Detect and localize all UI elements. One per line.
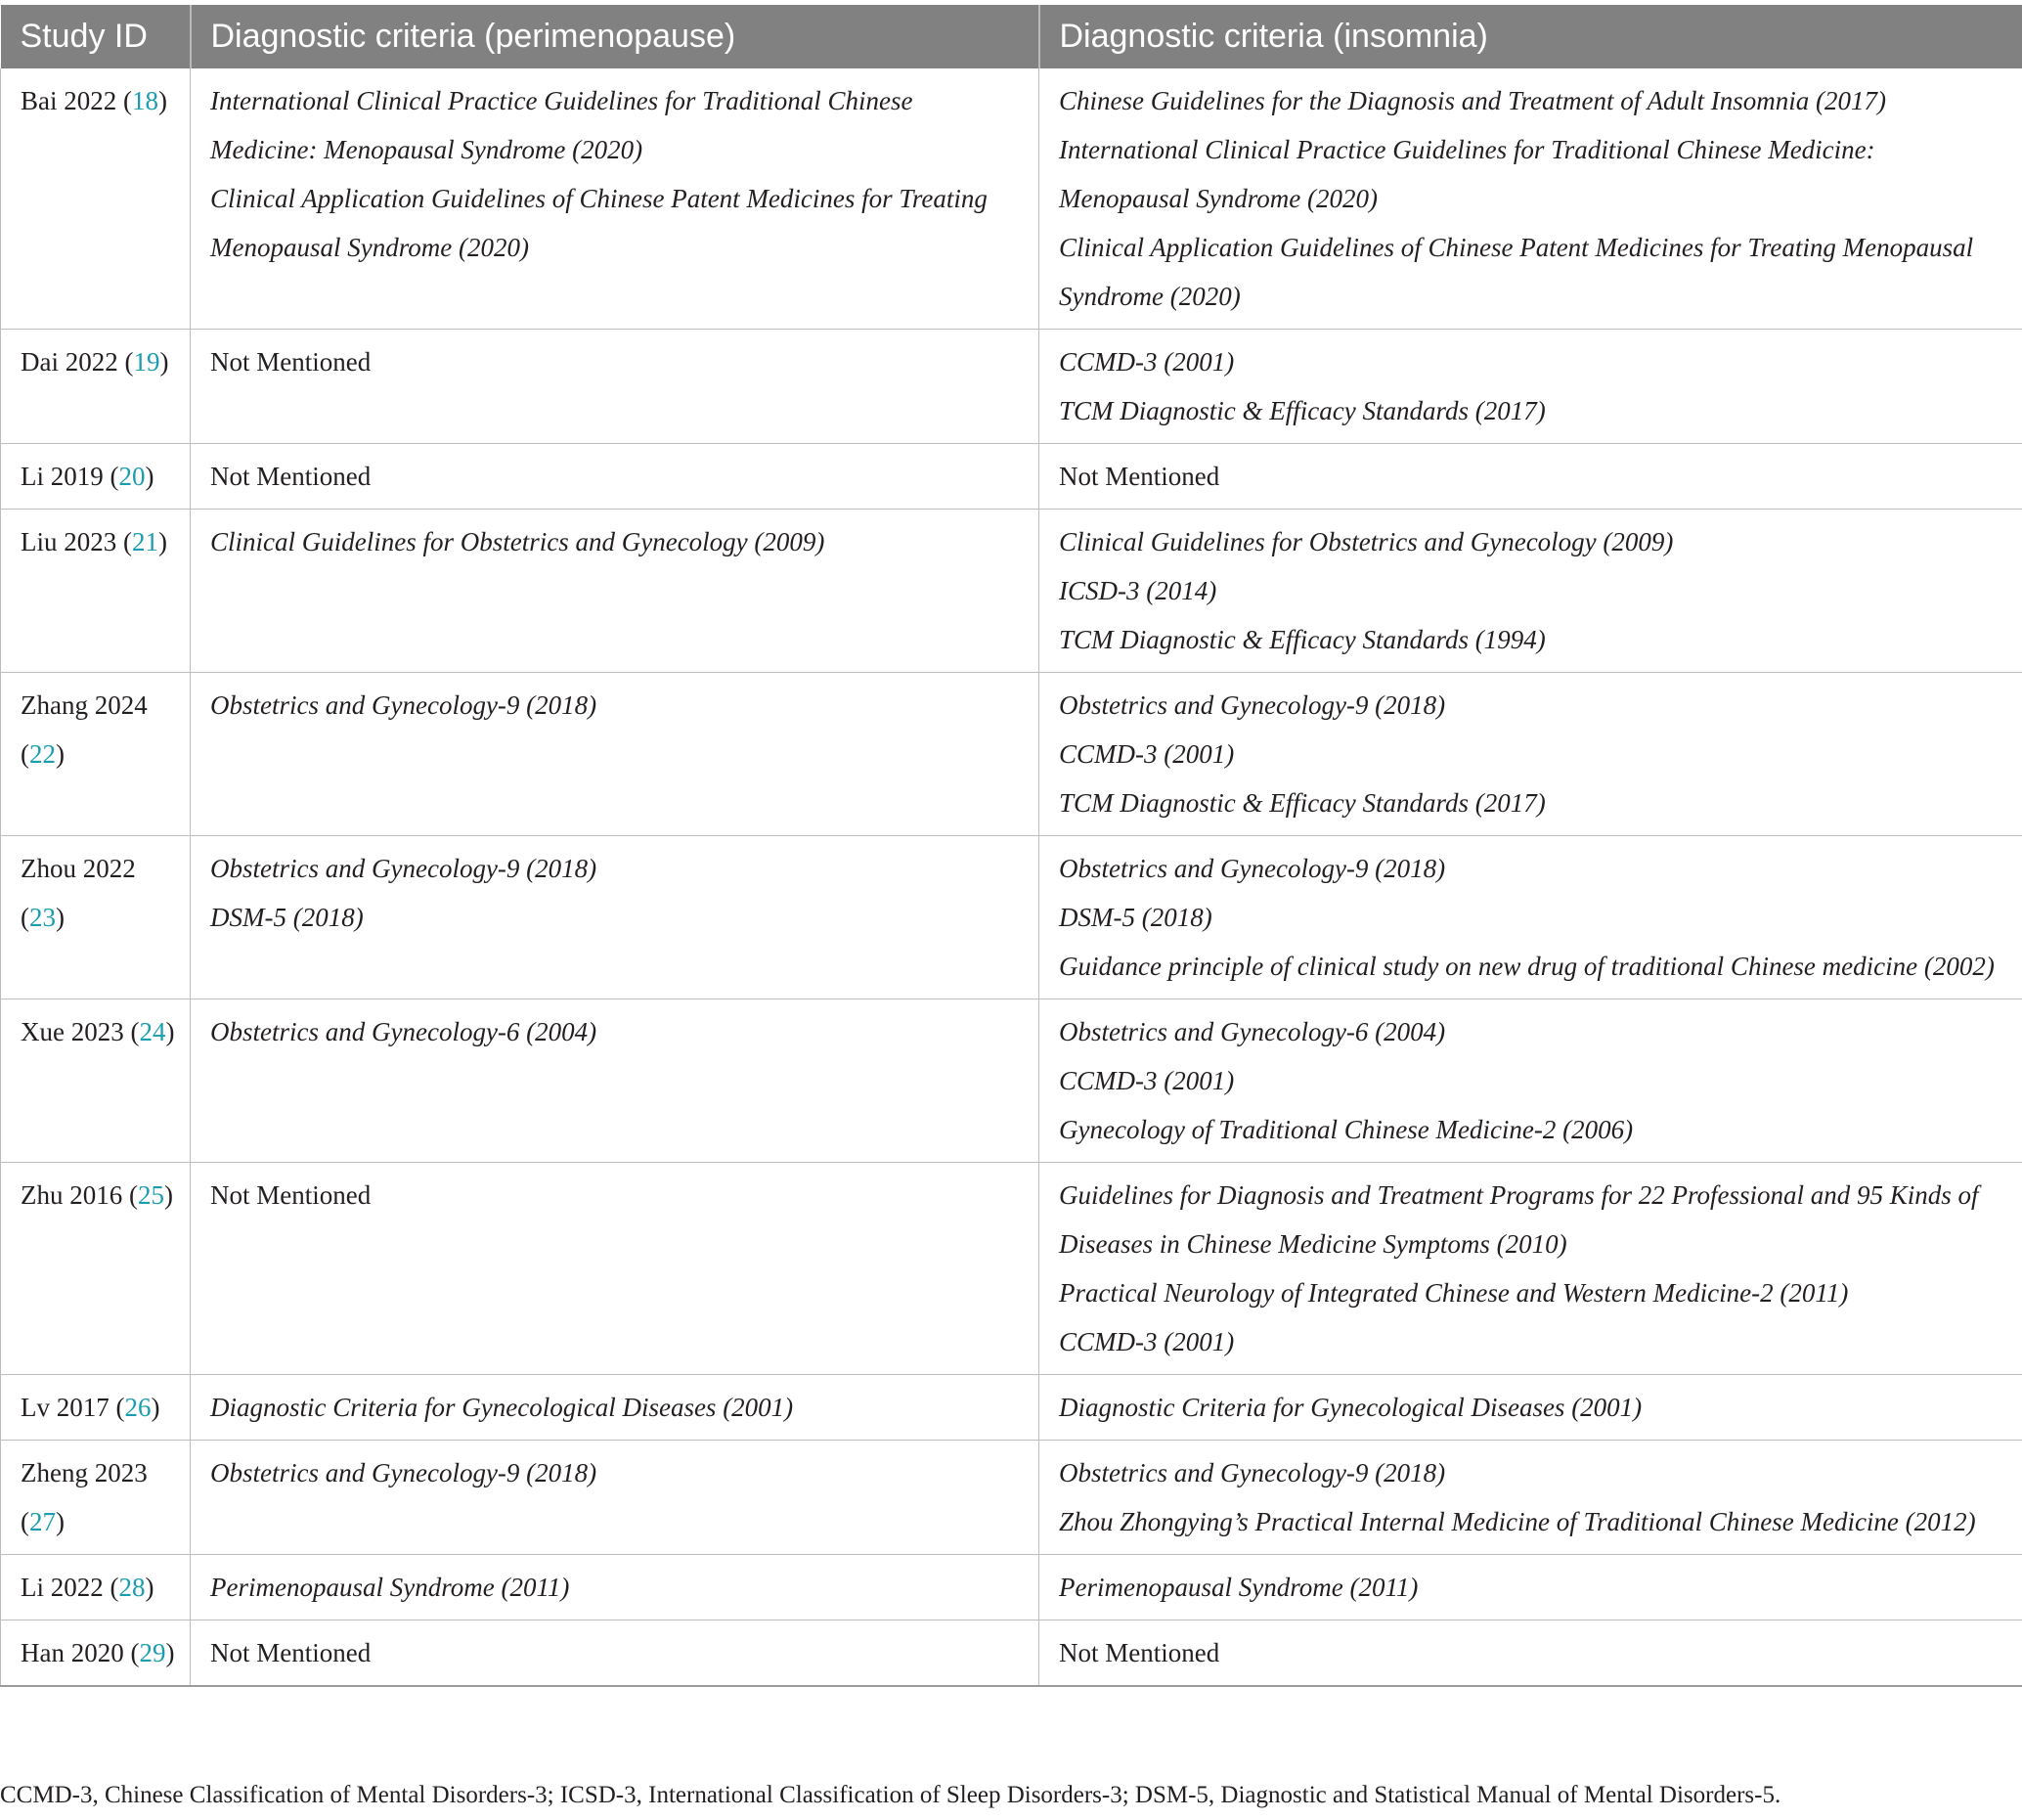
criteria-entry: Guidelines for Diagnosis and Treatment Programs for 22 Professional and 95 Kinds of Diseases in Chinese Medicine Symptoms (2010) <box>1059 1180 1979 1259</box>
criteria-entry: Practical Neurology of Integrated Chinese and Western Medicine-2 (2011) <box>1059 1278 1849 1308</box>
perimenopause-criteria-cell <box>191 444 1039 510</box>
study-name: Han 2020 <box>21 1638 124 1667</box>
header-perimenopause-criteria: Diagnostic criteria (perimenopause) <box>191 5 1039 68</box>
study-name: Li 2019 <box>21 462 104 491</box>
study-id-cell: Zhang 2024 (22) <box>1 673 191 836</box>
study-id-cell: Li 2022 (28) <box>1 1555 191 1620</box>
criteria-entry: DSM-5 (2018) <box>1059 903 1212 932</box>
study-name: Bai 2022 <box>21 86 117 115</box>
study-name: Zheng 2023 <box>21 1458 148 1487</box>
insomnia-criteria-cell <box>1039 1620 2022 1687</box>
criteria-entry: Perimenopausal Syndrome (2011) <box>1059 1573 1419 1602</box>
table-row <box>1 68 2022 330</box>
criteria-entry: Obstetrics and Gynecology-6 (2004) <box>1059 1017 1446 1046</box>
reference-link[interactable]: 22 <box>29 739 56 769</box>
table-row <box>1 330 2022 444</box>
study-name: Dai 2022 <box>21 347 118 377</box>
study-name: Li 2022 <box>21 1573 104 1602</box>
criteria-entry: CCMD-3 (2001) <box>1059 1066 1235 1095</box>
perimenopause-criteria-cell <box>191 1375 1039 1441</box>
criteria-entry: Obstetrics and Gynecology-9 (2018) <box>1059 1458 1446 1487</box>
criteria-entry: ICSD-3 (2014) <box>1059 576 1217 605</box>
table-row <box>1 444 2022 510</box>
study-id-cell: Bai 2022 (18) <box>1 68 191 330</box>
study-id-cell: Dai 2022 (19) <box>1 330 191 444</box>
criteria-entry: Clinical Application Guidelines of Chinese Patent Medicines for Treating Menopausal Syndrome (2020) <box>210 184 988 262</box>
criteria-entry: Diagnostic Criteria for Gynecological Diseases (2001) <box>210 1393 794 1422</box>
perimenopause-criteria-cell <box>191 1620 1039 1687</box>
table-row <box>1 1163 2022 1375</box>
perimenopause-criteria-cell <box>191 510 1039 673</box>
study-name: Zhu 2016 <box>21 1180 123 1210</box>
table-footnote: CCMD-3, Chinese Classification of Mental Disorders-3; ICSD-3, International Classification of Sleep Disorders-3; DSM-5, Diagnostic and Statistical Manual of Mental Disorders-5. <box>0 1782 1781 1808</box>
insomnia-criteria-cell <box>1039 1555 2022 1620</box>
study-name: Xue 2023 <box>21 1017 124 1046</box>
not-mentioned-text: Not Mentioned <box>1059 462 1220 491</box>
criteria-entry: Obstetrics and Gynecology-9 (2018) <box>1059 690 1446 720</box>
insomnia-criteria-cell <box>1039 673 2022 836</box>
perimenopause-criteria-cell <box>191 68 1039 330</box>
table-body <box>1 68 2022 1686</box>
table-row <box>1 1441 2022 1555</box>
criteria-entry: Clinical Guidelines for Obstetrics and Gynecology (2009) <box>1059 527 1674 556</box>
study-id-cell: Han 2020 (29) <box>1 1620 191 1687</box>
criteria-entry: CCMD-3 (2001) <box>1059 1327 1235 1356</box>
table-row <box>1 999 2022 1163</box>
study-name: Zhang 2024 <box>21 690 148 720</box>
insomnia-criteria-cell <box>1039 444 2022 510</box>
reference-link[interactable]: 19 <box>133 347 160 377</box>
criteria-entry: TCM Diagnostic & Efficacy Standards (2017) <box>1059 396 1546 425</box>
criteria-entry: Obstetrics and Gynecology-9 (2018) <box>210 690 597 720</box>
not-mentioned-text: Not Mentioned <box>210 1180 372 1210</box>
table-row <box>1 1375 2022 1441</box>
table-row <box>1 673 2022 836</box>
criteria-entry: Obstetrics and Gynecology-9 (2018) <box>210 854 597 883</box>
table-row <box>1 1620 2022 1687</box>
criteria-entry: CCMD-3 (2001) <box>1059 347 1235 377</box>
diagnostic-criteria-table <box>0 5 2022 1687</box>
criteria-entry: TCM Diagnostic & Efficacy Standards (2017) <box>1059 788 1546 818</box>
reference-link[interactable]: 26 <box>124 1393 152 1422</box>
criteria-entry: Chinese Guidelines for the Diagnosis and Treatment of Adult Insomnia (2017) <box>1059 86 1886 115</box>
criteria-entry: Obstetrics and Gynecology-9 (2018) <box>1059 854 1446 883</box>
reference-link[interactable]: 28 <box>118 1573 146 1602</box>
criteria-entry: TCM Diagnostic & Efficacy Standards (1994) <box>1059 625 1546 654</box>
perimenopause-criteria-cell <box>191 1441 1039 1555</box>
reference-link[interactable]: 27 <box>29 1507 56 1536</box>
perimenopause-criteria-cell <box>191 836 1039 999</box>
criteria-entry: Clinical Application Guidelines of Chinese Patent Medicines for Treating Menopausal Syndrome (2020) <box>1059 233 1974 311</box>
criteria-entry: Gynecology of Traditional Chinese Medicine-2 (2006) <box>1059 1115 1634 1144</box>
study-id-cell: Zhou 2022 (23) <box>1 836 191 999</box>
header-insomnia-criteria: Diagnostic criteria (insomnia) <box>1039 5 2022 68</box>
insomnia-criteria-cell <box>1039 1163 2022 1375</box>
not-mentioned-text: Not Mentioned <box>210 462 372 491</box>
study-id-cell: Xue 2023 (24) <box>1 999 191 1163</box>
table-row <box>1 836 2022 999</box>
reference-link[interactable]: 23 <box>29 903 56 932</box>
perimenopause-criteria-cell <box>191 330 1039 444</box>
criteria-entry: Perimenopausal Syndrome (2011) <box>210 1573 570 1602</box>
study-name: Liu 2023 <box>21 527 117 556</box>
study-id-cell: Li 2019 (20) <box>1 444 191 510</box>
criteria-entry: Zhou Zhongying’s Practical Internal Medicine of Traditional Chinese Medicine (2012) <box>1059 1507 1976 1536</box>
not-mentioned-text: Not Mentioned <box>1059 1638 1220 1667</box>
study-id-cell: Zheng 2023 (27) <box>1 1441 191 1555</box>
insomnia-criteria-cell <box>1039 510 2022 673</box>
header-row <box>1 5 2022 68</box>
insomnia-criteria-cell <box>1039 330 2022 444</box>
table-row <box>1 1555 2022 1620</box>
study-id-cell: Zhu 2016 (25) <box>1 1163 191 1375</box>
insomnia-criteria-cell <box>1039 836 2022 999</box>
reference-link[interactable]: 20 <box>118 462 146 491</box>
study-name: Zhou 2022 <box>21 854 136 883</box>
reference-link[interactable]: 24 <box>139 1017 166 1046</box>
criteria-entry: Obstetrics and Gynecology-9 (2018) <box>210 1458 597 1487</box>
criteria-entry: International Clinical Practice Guidelines for Traditional Chinese Medicine: Menopausal Syndrome (2020) <box>210 86 913 164</box>
criteria-entry: CCMD-3 (2001) <box>1059 739 1235 769</box>
not-mentioned-text: Not Mentioned <box>210 1638 372 1667</box>
table-header <box>1 5 2022 68</box>
criteria-entry: DSM-5 (2018) <box>210 903 364 932</box>
header-study-id: Study ID <box>1 5 191 68</box>
reference-link[interactable]: 18 <box>132 86 158 115</box>
table-row <box>1 510 2022 673</box>
study-id-cell: Lv 2017 (26) <box>1 1375 191 1441</box>
perimenopause-criteria-cell <box>191 1555 1039 1620</box>
perimenopause-criteria-cell <box>191 1163 1039 1375</box>
criteria-entry: Obstetrics and Gynecology-6 (2004) <box>210 1017 597 1046</box>
criteria-entry: Guidance principle of clinical study on new drug of traditional Chinese medicine (2002) <box>1059 952 1995 981</box>
insomnia-criteria-cell <box>1039 999 2022 1163</box>
criteria-entry: Diagnostic Criteria for Gynecological Diseases (2001) <box>1059 1393 1643 1422</box>
reference-link[interactable]: 25 <box>138 1180 164 1210</box>
insomnia-criteria-cell <box>1039 1375 2022 1441</box>
insomnia-criteria-cell <box>1039 68 2022 330</box>
criteria-entry: Clinical Guidelines for Obstetrics and Gynecology (2009) <box>210 527 825 556</box>
study-name: Lv 2017 <box>21 1393 110 1422</box>
criteria-entry: International Clinical Practice Guidelines for Traditional Chinese Medicine: Menopausal Syndrome (2020) <box>1059 135 1875 213</box>
not-mentioned-text: Not Mentioned <box>210 347 372 377</box>
perimenopause-criteria-cell <box>191 673 1039 836</box>
study-id-cell: Liu 2023 (21) <box>1 510 191 673</box>
insomnia-criteria-cell <box>1039 1441 2022 1555</box>
perimenopause-criteria-cell <box>191 999 1039 1163</box>
reference-link[interactable]: 29 <box>139 1638 166 1667</box>
reference-link[interactable]: 21 <box>132 527 158 556</box>
